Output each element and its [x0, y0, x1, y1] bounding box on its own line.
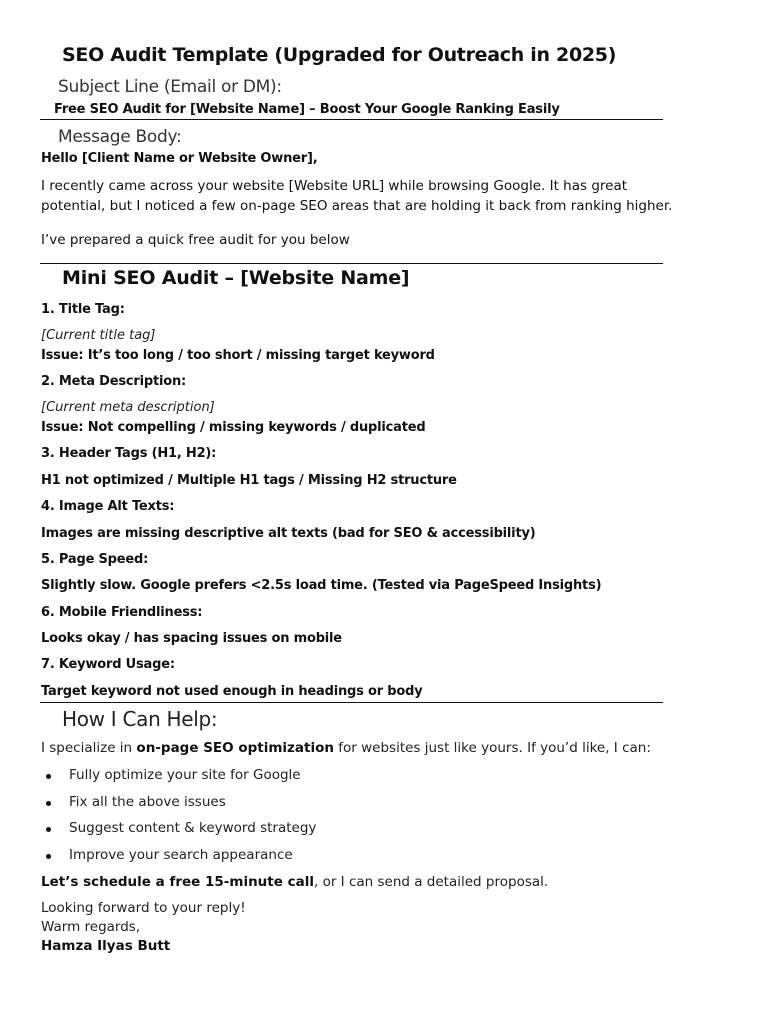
bullet-icon	[46, 774, 51, 779]
help-bullet: Fully optimize your site for Google	[69, 767, 301, 783]
audit-item-label: 4. Image Alt Texts:	[41, 499, 175, 514]
bullet-icon	[46, 801, 51, 806]
help-bullet: Improve your search appearance	[69, 847, 293, 863]
audit-item-issue: H1 not optimized / Multiple H1 tags / Missing H2 structure	[41, 473, 457, 488]
audit-heading: Mini SEO Audit – [Website Name]	[62, 267, 410, 289]
help-bullet: Suggest content & keyword strategy	[69, 820, 317, 836]
audit-item-label: 3. Header Tags (H1, H2):	[41, 446, 217, 461]
help-bullet: Fix all the above issues	[69, 794, 226, 810]
audit-item-placeholder: [Current title tag]	[41, 328, 156, 343]
help-intro-end: for websites just like yours. If you’d like, I can:	[333, 740, 651, 756]
audit-item-label: 2. Meta Description:	[41, 374, 187, 389]
help-heading: How I Can Help:	[62, 707, 218, 731]
subject-line: Free SEO Audit for [Website Name] – Boost Your Google Ranking Easily	[54, 102, 560, 117]
audit-item-placeholder: [Current meta description]	[41, 400, 215, 415]
audit-item-issue: Images are missing descriptive alt texts (bad for SEO & accessibility)	[41, 526, 536, 541]
message-heading: Message Body:	[58, 127, 182, 147]
intro-paragraph-line-2: potential, but I noticed a few on-page SEO areas that are holding it back from ranking higher.	[41, 198, 673, 214]
bullet-icon	[46, 827, 51, 832]
call-to-action	[41, 874, 548, 890]
document-title: SEO Audit Template (Upgraded for Outreach in 2025)	[62, 44, 617, 66]
audit-item-issue: Looks okay / has spacing issues on mobile	[41, 631, 342, 646]
audit-item-issue: Issue: It’s too long / too short / missing target keyword	[41, 348, 435, 363]
intro-paragraph-line-1: I recently came across your website [Website URL] while browsing Google. It has great	[41, 178, 628, 194]
audit-item-label: 1. Title Tag:	[41, 302, 125, 317]
cta-rest: , or I can send a detailed proposal.	[313, 874, 549, 890]
audit-item-issue: Slightly slow. Google prefers <2.5s load time. (Tested via PageSpeed Insights)	[41, 578, 602, 593]
help-intro-emphasis: on-page SEO optimization	[136, 740, 334, 756]
greeting: Hello [Client Name or Website Owner],	[41, 151, 318, 166]
cta-emphasis: Let’s schedule a free 15-minute call	[41, 874, 314, 890]
audit-item-label: 7. Keyword Usage:	[41, 657, 175, 672]
help-intro-start: I specialize in	[41, 740, 137, 756]
audit-item-label: 5. Page Speed:	[41, 552, 149, 567]
signature-name: Hamza Ilyas Butt	[41, 938, 171, 954]
divider-3	[40, 702, 663, 703]
help-intro	[41, 740, 651, 756]
subject-heading: Subject Line (Email or DM):	[58, 77, 282, 97]
audit-item-label: 6. Mobile Friendliness:	[41, 605, 203, 620]
divider-1	[40, 119, 663, 120]
closing-line: Looking forward to your reply!	[41, 900, 246, 916]
divider-2	[40, 263, 663, 264]
audit-item-issue: Issue: Not compelling / missing keywords / duplicated	[41, 420, 426, 435]
audit-item-issue: Target keyword not used enough in headings or body	[41, 684, 423, 699]
audit-intro: I’ve prepared a quick free audit for you below	[41, 232, 350, 248]
sign-off: Warm regards,	[41, 919, 141, 935]
bullet-icon	[46, 854, 51, 859]
